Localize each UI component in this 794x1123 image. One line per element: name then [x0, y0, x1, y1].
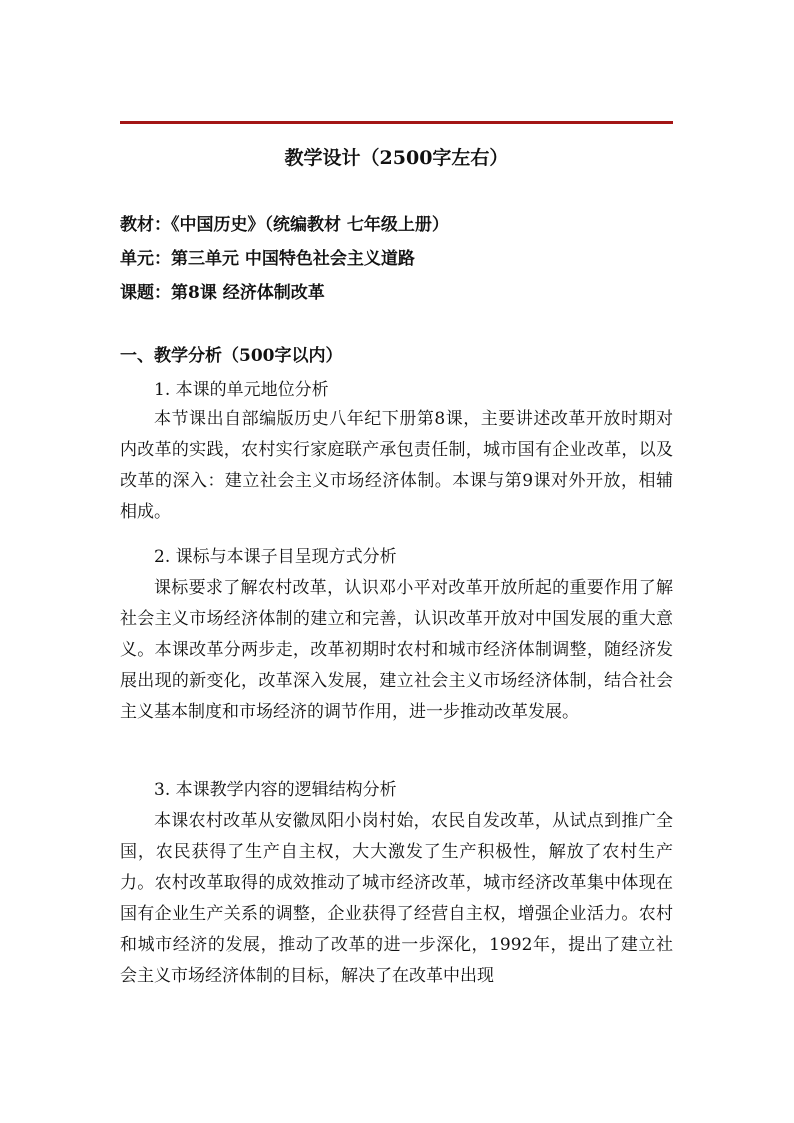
subsection-heading-curriculum: 2. 课标与本课子目呈现方式分析	[154, 547, 397, 567]
unit-line: 单元：第三单元 中国特色社会主义道路	[120, 249, 415, 269]
document-title: 教学设计（2500字左右）	[284, 147, 509, 169]
textbook-line: 教材：《中国历史》（统编教材 七年级上册）	[120, 215, 449, 235]
paragraph-curriculum: 课标要求了解农村改革，认识邓小平对改革开放所起的重要作用了解社会主义市场经济体制的建立和完善，认识改革开放对中国发展的重大意义。本课改革分两步走，改革初期时农村和城市经济体制调整，随经济发展出现的新变化，改革深入发展，建立社会主义市场经济体制，结合社会主义基本制度和市场经济的调节作用，进一步推动改革发展。	[120, 578, 673, 722]
subsection-heading-unit-position: 1. 本课的单元地位分析	[154, 380, 329, 400]
section-title-teaching-analysis: 一、教学分析（500字以内）	[120, 346, 343, 366]
lesson-line: 课题：第8课 经济体制改革	[120, 283, 325, 303]
paragraph-unit-position: 本节课出自部编版历史八年纪下册第8课，主要讲述改革开放时期对内改革的实践，农村实行家庭联产承包责任制，城市国有企业改革，以及改革的深入：建立社会主义市场经济体制。本课与第9课对外开放，相辅相成。	[120, 409, 673, 522]
paragraph-logic-structure: 本课农村改革从安徽凤阳小岗村始，农民自发改革，从试点到推广全国，农民获得了生产自主权，大大激发了生产积极性，解放了农村生产力。农村改革取得的成效推动了城市经济改革，城市经济改革集中体现在国有企业生产关系的调整，企业获得了经营自主权，增强企业活力。农村和城市经济的发展，推动了改革的进一步深化，1992年，提出了建立社会主义市场经济体制的目标，解决了在改革中出现	[120, 811, 673, 986]
subsection-heading-logic-structure: 3. 本课教学内容的逻辑结构分析	[154, 780, 397, 800]
header-rule	[120, 121, 673, 124]
